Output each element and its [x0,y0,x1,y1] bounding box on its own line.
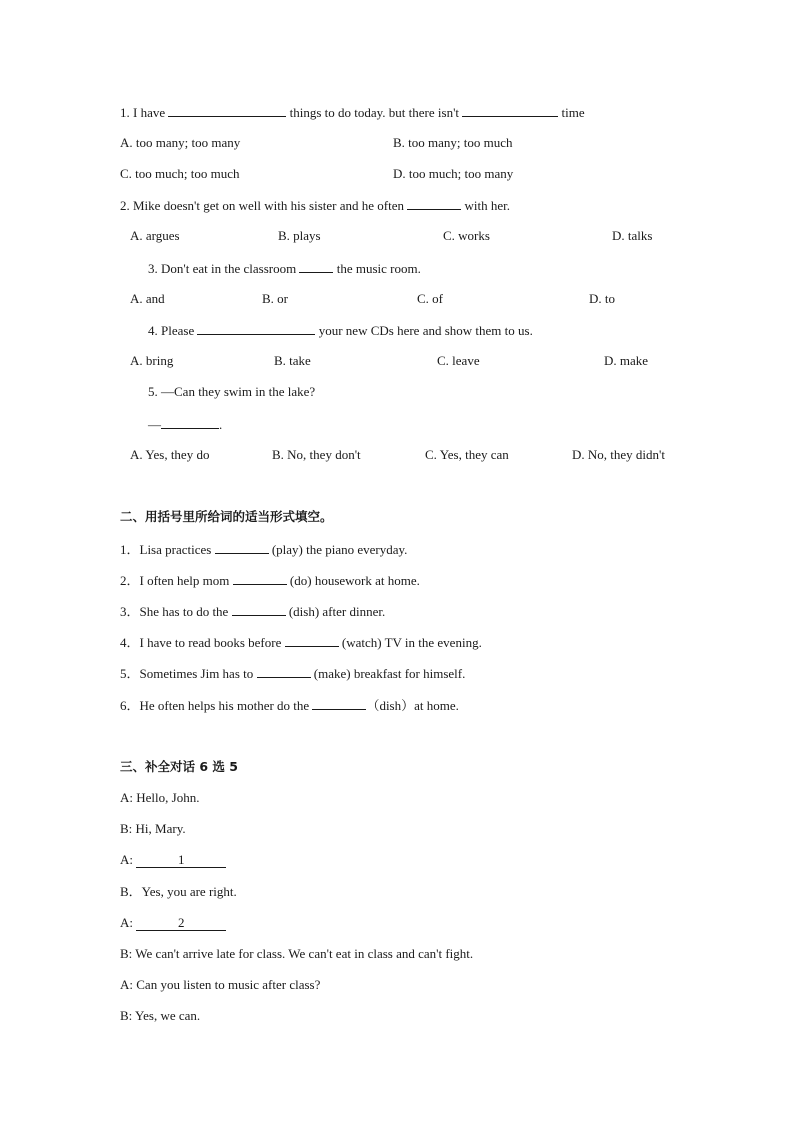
q1-text-pre: 1. I have [120,105,166,120]
q2-option-b[interactable]: B. plays [278,228,321,243]
q4-option-d[interactable]: D. make [604,353,649,368]
q2-text-pre: 2. Mike doesn't get on well with his sister and he often [120,198,404,213]
q1-blank-1[interactable] [168,104,286,117]
q2-text-post: with her. [464,198,510,213]
part2-item-3-blank[interactable] [232,603,286,616]
q2-option-a[interactable]: A. argues [130,228,180,243]
q5-answer-end: . [219,417,223,432]
part2-item-2-pre: 2．I often help mom [120,573,230,588]
dialogue-line-8: B: Yes, we can. [120,1008,201,1023]
q1-option-a[interactable]: A. too many; too many [120,135,241,150]
q5-blank[interactable] [161,416,219,429]
dialogue-blank-2[interactable]: 2 [136,916,226,931]
part2-item-5-blank[interactable] [257,665,311,678]
dialogue-line-5 [120,915,226,931]
part2-item-5-pre: 5．Sometimes Jim has to [120,666,254,681]
q4-text-pre: 4. Please [148,323,195,338]
part2-item-2-post: (do) housework at home. [289,573,420,588]
q4-option-b[interactable]: B. take [274,353,311,368]
part2-item-2 [120,572,420,589]
dialogue-line-3-speaker: A: [120,852,133,867]
dialogue-line-4: B．Yes, you are right. [120,884,237,899]
question-2 [120,197,510,214]
q2-option-d[interactable]: D. talks [612,228,653,243]
part2-item-1-blank[interactable] [215,541,269,554]
question-4 [148,322,533,339]
q3-text-pre: 3. Don't eat in the classroom [148,261,297,276]
q1-option-b[interactable]: B. too many; too much [393,135,513,150]
q1-text-mid: things to do today. but there isn't [289,105,460,120]
part2-item-6-blank[interactable] [312,697,366,710]
q1-option-d[interactable]: D. too much; too many [393,166,514,181]
part2-item-6 [120,697,459,714]
part2-item-1 [120,541,407,558]
q5-option-d[interactable]: D. No, they didn't [572,447,665,462]
part2-item-6-pre: 6．He often helps his mother do the [120,698,310,713]
q1-option-c[interactable]: C. too much; too much [120,166,240,181]
q3-option-b[interactable]: B. or [262,291,288,306]
q5-option-a[interactable]: A. Yes, they do [130,447,210,462]
dialogue-line-5-speaker: A: [120,915,133,930]
q3-text-post: the music room. [336,261,421,276]
q1-blank-2[interactable] [462,104,558,117]
part2-item-6-post: （dish）at home. [366,698,459,713]
q4-option-a[interactable]: A. bring [130,353,174,368]
part2-item-3-pre: 3．She has to do the [120,604,229,619]
part2-item-4-pre: 4．I have to read books before [120,635,282,650]
q4-blank[interactable] [197,322,315,335]
q2-option-c[interactable]: C. works [443,228,490,243]
q5-option-c[interactable]: C. Yes, they can [425,447,509,462]
part2-item-3-post: (dish) after dinner. [288,604,386,619]
q5-answer-dash: — [148,417,161,432]
part2-item-1-post: (play) the piano everyday. [271,542,408,557]
part2-item-4 [120,634,482,651]
dialogue-line-3 [120,852,226,868]
part3-heading: 三、补全对话 6 选 5 [120,759,238,774]
part2-item-5 [120,665,465,682]
q1-text-post: time [561,105,585,120]
dialogue-blank-1[interactable]: 1 [136,853,226,868]
dialogue-line-7: A: Can you listen to music after class? [120,977,321,992]
q5-option-b[interactable]: B. No, they don't [272,447,361,462]
part2-item-1-pre: 1．Lisa practices [120,542,212,557]
q3-option-a[interactable]: A. and [130,291,165,306]
q4-option-c[interactable]: C. leave [437,353,480,368]
part2-item-3 [120,603,385,620]
q3-blank[interactable] [299,260,333,273]
part2-item-4-blank[interactable] [285,634,339,647]
question-1 [120,104,585,121]
q3-option-c[interactable]: C. of [417,291,443,306]
question-5: 5. —Can they swim in the lake? [148,384,316,399]
part2-heading: 二、用括号里所给词的适当形式填空。 [120,509,333,524]
part2-item-4-post: (watch) TV in the evening. [341,635,482,650]
part2-item-5-post: (make) breakfast for himself. [313,666,466,681]
dialogue-line-2: B: Hi, Mary. [120,821,186,836]
dialogue-line-6: B: We can't arrive late for class. We can't eat in class and can't fight. [120,946,474,961]
dialogue-line-1: A: Hello, John. [120,790,200,805]
q2-blank[interactable] [407,197,461,210]
part2-item-2-blank[interactable] [233,572,287,585]
question-3 [148,260,421,277]
q4-text-post: your new CDs here and show them to us. [318,323,533,338]
question-5-answer [148,416,222,433]
q3-option-d[interactable]: D. to [589,291,615,306]
